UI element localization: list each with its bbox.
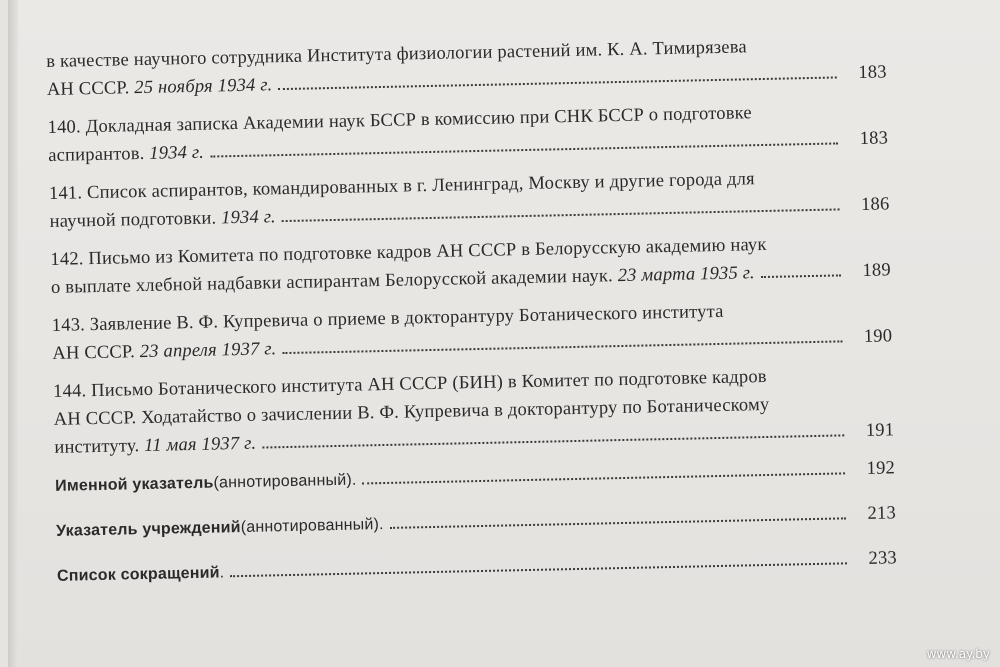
page-number: 191	[865, 420, 895, 441]
entry-text-tail: аспирантов.	[48, 143, 145, 166]
entry-text-line: в качестве научного сотрудника Института физиологии растений им. К. А. Тимирязева	[46, 37, 748, 72]
leader-dots	[363, 472, 846, 484]
toc-entry	[49, 162, 890, 236]
entry-text-line: АН СССР. Ходатайство о зачислении В. Ф. Купревича в докторантуру по Ботаническому	[53, 394, 770, 430]
entry-text-tail: научной подготовки.	[49, 208, 217, 232]
page-number: 183	[858, 62, 887, 83]
entry-text-tail: институту.	[54, 436, 140, 458]
page-number: 183	[859, 128, 889, 149]
index-note: (аннотированный).	[213, 471, 357, 492]
page-number: 213	[867, 503, 897, 524]
entry-text-line: 144. Письмо Ботанического института АН СССР (БИН) в Комитет по подготовке кадров	[52, 366, 767, 402]
page-edge	[8, 0, 18, 667]
page-number: 190	[863, 326, 893, 347]
index-entry	[57, 544, 897, 591]
page-number: 189	[862, 260, 892, 281]
page-number: 192	[866, 458, 896, 479]
page-number: 186	[860, 194, 890, 215]
index-note: .	[219, 564, 225, 582]
toc-entry	[52, 294, 893, 368]
leader-dots	[262, 434, 844, 448]
leader-dots	[761, 274, 841, 278]
index-entry	[55, 454, 895, 501]
leader-dots	[390, 517, 846, 529]
entry-date: 23 марта 1935 г.	[617, 263, 755, 287]
entry-text-tail: АН СССР.	[46, 78, 130, 100]
entry-date: 11 мая 1937 г.	[143, 433, 257, 457]
entry-text-line: 142. Письмо из Комитета по подготовке кадров АН СССР в Белорусскую академию наук	[50, 234, 767, 270]
leader-dots	[282, 208, 840, 222]
page-number: 233	[868, 548, 898, 569]
entry-text-line: 143. Заявление В. Ф. Купревича о приеме в докторантуру Ботанического института	[51, 301, 724, 336]
index-title: Список сокращений	[56, 564, 220, 585]
leader-dots	[210, 142, 838, 157]
entry-date: 23 апреля 1937 г.	[139, 339, 277, 363]
index-note: (аннотированный).	[240, 516, 384, 537]
toc-entry	[47, 96, 888, 170]
entry-text-tail: АН СССР.	[52, 342, 136, 364]
leader-dots	[282, 340, 842, 354]
entry-date: 25 ноября 1934 г.	[134, 75, 273, 99]
book-page	[8, 0, 1000, 667]
toc-entry	[50, 228, 891, 302]
watermark: www.ay.by	[926, 647, 990, 661]
entry-date: 1934 г.	[149, 142, 205, 164]
index-title: Именной указатель	[55, 474, 214, 495]
entry-text-tail: о выплате хлебной надбавки аспирантам Белорусской академии наук.	[50, 266, 614, 298]
table-of-contents	[46, 30, 897, 600]
entry-text-line: 141. Список аспирантов, командированных в г. Ленинград, Москву и другие города для	[48, 169, 755, 204]
toc-entry	[53, 360, 895, 462]
leader-dots	[278, 76, 836, 90]
leader-dots	[230, 562, 847, 577]
entry-text-line: 140. Докладная записка Академии наук БССР в комиссию при СНК БССР о подготовке	[47, 103, 752, 138]
index-title: Указатель учреждений	[55, 519, 241, 540]
toc-entry	[46, 30, 887, 104]
entry-date: 1934 г.	[220, 207, 276, 229]
index-entry	[56, 499, 896, 546]
